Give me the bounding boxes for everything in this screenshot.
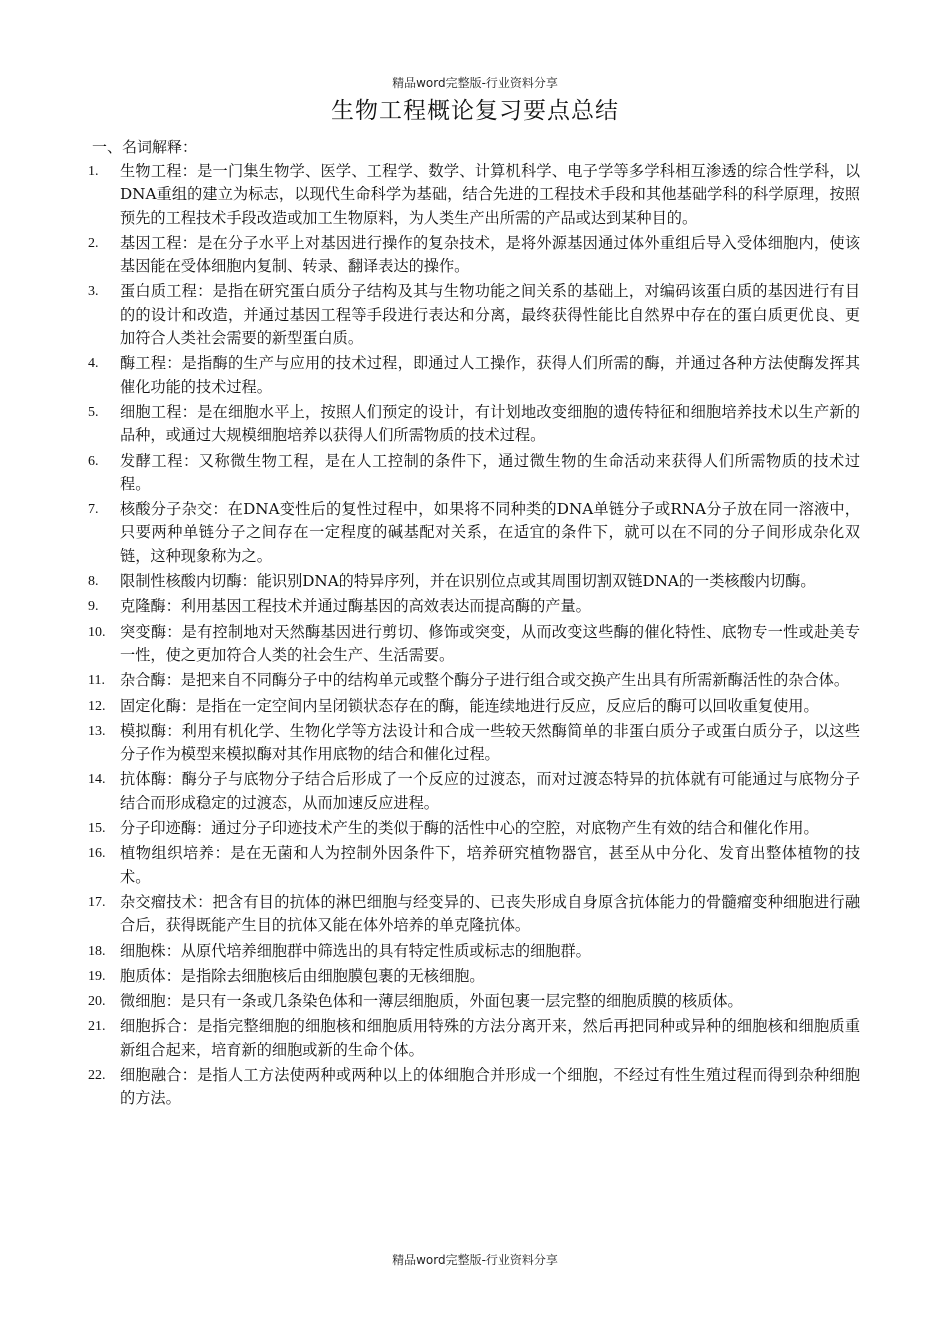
term-definition: 酶工程：是指酶的生产与应用的技术过程，即通过人工操作，获得人们所需的酶，并通过各种方法使酶发挥其催化功能的技术过程。 <box>120 354 860 396</box>
term-number: 2. <box>88 235 99 251</box>
term-number: 16. <box>88 846 106 862</box>
term-number: 17. <box>88 894 106 910</box>
section-heading: 一、名词解释： <box>92 138 198 156</box>
term-item <box>88 842 860 889</box>
term-item <box>88 450 860 497</box>
term-item <box>88 280 860 350</box>
term-item <box>88 595 860 618</box>
term-definition: 杂交瘤技术：把含有目的抗体的淋巴细胞与经变异的、已丧失形成自身原含抗体能力的骨髓瘤变种细胞进行融合后，获得既能产生目的抗体又能在体外培养的单克隆抗体。 <box>120 892 860 935</box>
term-number: 14. <box>88 772 106 788</box>
page-title: 生物工程概论复习要点总结 <box>331 98 619 124</box>
term-number: 8. <box>88 574 99 590</box>
term-item <box>88 621 860 668</box>
term-item <box>88 990 860 1013</box>
term-number: 4. <box>88 356 99 372</box>
term-item <box>88 160 860 230</box>
term-list <box>88 160 860 1113</box>
term-definition: 生物工程：是一门集生物学、医学、工程学、数学、计算机科学、电子学等多学科相互渗透的综合性学科，以DNA重组的建立为标志，以现代生命科学为基础，结合先进的工程技术手段和其他基础学科的科学原理，按照预先的工程技术手段改造或加工生物原料，为人类生产出所需的产品或达到某种目的。 <box>120 162 860 227</box>
term-number: 11. <box>88 673 105 689</box>
page-header: 精品word完整版-行业资料分享 <box>392 76 558 90</box>
term-definition: 模拟酶：利用有机化学、生物化学等方法设计和合成一些较天然酶简单的非蛋白质分子或蛋白质分子，以这些分子作为模型来模拟酶对其作用底物的结合和催化过程。 <box>120 721 860 764</box>
term-number: 7. <box>88 502 99 518</box>
term-item <box>88 720 860 767</box>
term-item <box>88 669 860 692</box>
term-number: 20. <box>88 994 106 1010</box>
term-item <box>88 768 860 815</box>
term-definition: 细胞拆合：是指完整细胞的细胞核和细胞质用特殊的方法分离开来，然后再把同种或异种的细胞核和细胞质重新组合起来，培育新的细胞或新的生命个体。 <box>120 1017 860 1059</box>
term-definition: 固定化酶：是指在一定空间内呈闭锁状态存在的酶，能连续地进行反应，反应后的酶可以回收重复使用。 <box>120 696 819 715</box>
term-number: 13. <box>88 723 106 739</box>
term-number: 21. <box>88 1019 106 1035</box>
term-number: 1. <box>88 164 99 179</box>
term-definition: 细胞工程：是在细胞水平上，按照人们预定的设计，有计划地改变细胞的遗传特征和细胞培养技术以生产新的品种，或通过大规模细胞培养以获得人们所需物质的技术过程。 <box>120 402 860 445</box>
term-definition: 抗体酶：酶分子与底物分子结合后形成了一个反应的过渡态，而对过渡态特异的抗体就有可能通过与底物分子结合而形成稳定的过渡态，从而加速反应进程。 <box>120 770 860 812</box>
term-definition: 细胞株：从原代培养细胞群中筛选出的具有特定性质或标志的细胞群。 <box>120 941 591 960</box>
term-item <box>88 570 860 593</box>
term-item <box>88 695 860 718</box>
term-number: 3. <box>88 284 99 300</box>
term-item <box>88 891 860 938</box>
term-number: 19. <box>88 968 106 984</box>
term-item <box>88 1015 860 1062</box>
term-definition: 分子印迹酶：通过分子印迹技术产生的类似于酶的活性中心的空腔，对底物产生有效的结合和催化作用。 <box>120 819 819 838</box>
term-item <box>88 940 860 963</box>
page-footer: 精品word完整版-行业资料分享 <box>392 1253 558 1267</box>
term-definition: 植物组织培养：是在无菌和人为控制外因条件下，培养研究植物器官，甚至从中分化、发育出整体植物的技术。 <box>120 844 860 886</box>
term-definition: 蛋白质工程：是指在研究蛋白质分子结构及其与生物功能之间关系的基础上，对编码该蛋白质的基因进行有目的的设计和改造，并通过基因工程等手段进行表达和分离，最终获得性能比自然界中存在的蛋白质更优良、更加符合人类社会需要的新型蛋白质。 <box>120 282 860 348</box>
term-number: 22. <box>88 1067 106 1083</box>
term-number: 9. <box>88 599 99 615</box>
term-item <box>88 401 860 448</box>
term-definition: 限制性核酸内切酶：能识别DNA的特异序列，并在识别位点或其周围切割双链DNA的一类核酸内切酶。 <box>120 572 816 591</box>
term-definition: 克隆酶：利用基因工程技术并通过酶基因的高效表达而提高酶的产量。 <box>120 597 591 616</box>
term-definition: 杂合酶：是把来自不同酶分子中的结构单元或整个酶分子进行组合或交换产生出具有所需新酶活性的杂合体。 <box>120 671 849 690</box>
term-definition: 核酸分子杂交：在DNA变性后的复性过程中，如果将不同种类的DNA单链分子或RNA分子放在同一溶液中，只要两种单链分子之间存在一定程度的碱基配对关系，在适宜的条件下，就可以在不同的分子间形成杂化双链，这种现象称为之。 <box>120 500 860 565</box>
term-definition: 发酵工程：又称微生物工程，是在人工控制的条件下，通过微生物的生命活动来获得人们所需物质的技术过程。 <box>120 451 860 493</box>
term-definition: 微细胞：是只有一条或几条染色体和一薄层细胞质，外面包裹一层完整的细胞质膜的核质体。 <box>120 992 743 1011</box>
term-number: 12. <box>88 698 106 714</box>
term-item <box>88 965 860 988</box>
term-number: 15. <box>88 821 106 837</box>
term-definition: 突变酶：是有控制地对天然酶基因进行剪切、修饰或突变，从而改变这些酶的催化特性、底物专一性或赴美专一性，使之更加符合人类的社会生产、生活需要。 <box>120 622 860 664</box>
term-item <box>88 352 860 399</box>
term-number: 18. <box>88 943 106 959</box>
term-definition: 基因工程：是在分子水平上对基因进行操作的复杂技术，是将外源基因通过体外重组后导入受体细胞内，使该基因能在受体细胞内复制、转录、翻译表达的操作。 <box>120 233 860 276</box>
term-definition: 细胞融合：是指人工方法使两种或两种以上的体细胞合并形成一个细胞，不经过有性生殖过程而得到杂种细胞的方法。 <box>120 1065 860 1108</box>
term-number: 5. <box>88 404 99 420</box>
term-item <box>88 232 860 279</box>
term-item <box>88 817 860 840</box>
term-number: 6. <box>88 453 99 469</box>
term-number: 10. <box>88 624 106 640</box>
term-item <box>88 498 860 568</box>
term-item <box>88 1064 860 1111</box>
term-definition: 胞质体：是指除去细胞核后由细胞膜包裹的无核细胞。 <box>120 966 485 985</box>
